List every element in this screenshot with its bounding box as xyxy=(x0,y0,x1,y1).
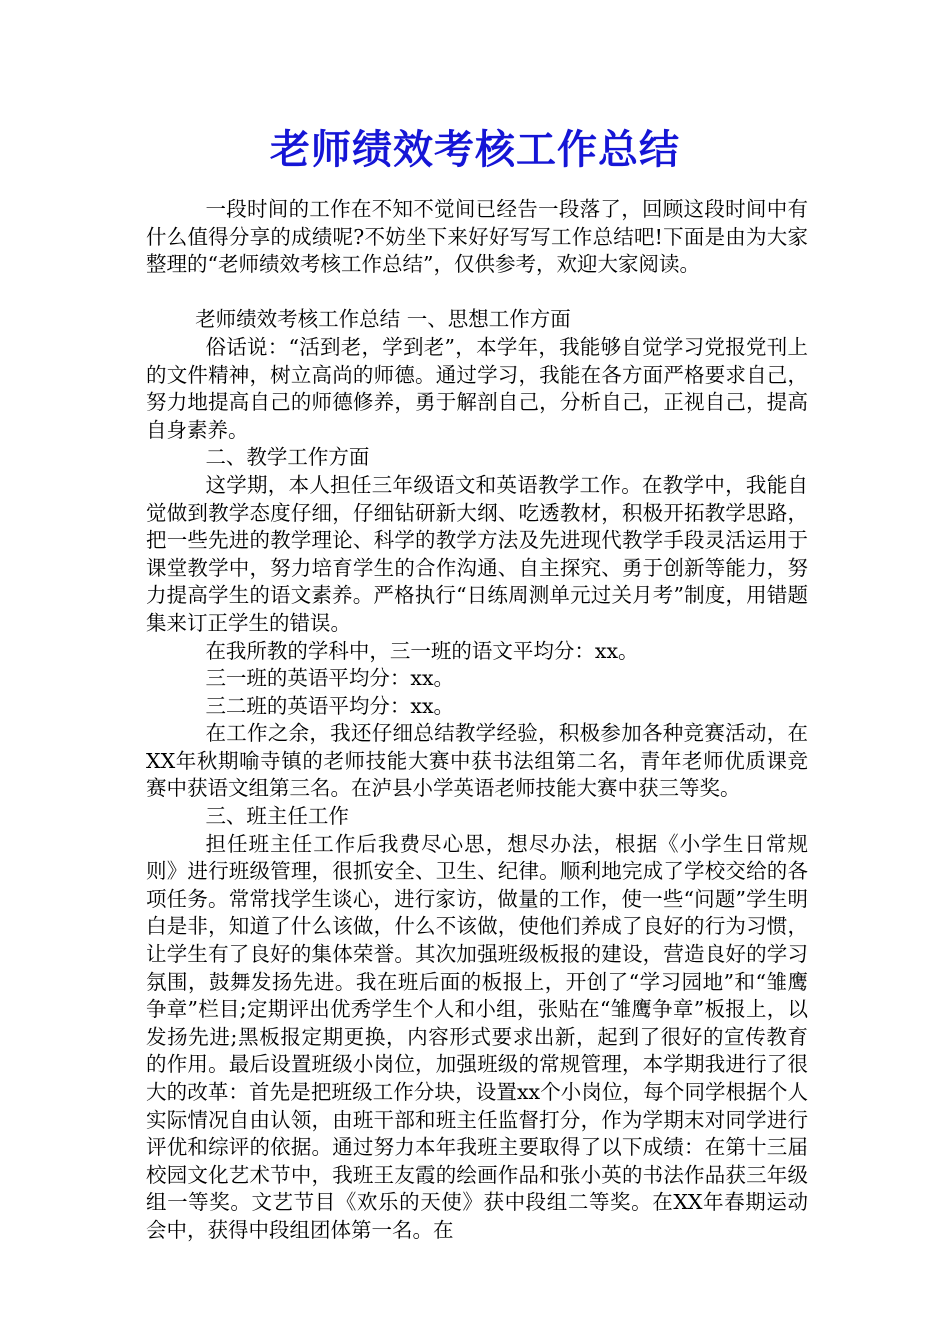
awards-paragraph: 在工作之余，我还仔细总结教学经验，积极参加各种竞赛活动，在XX年秋期喻寺镇的老师技能大赛中获书法组第二名，青年老师优质课竞赛中获语文组第三名。在泸县小学英语老师技能大赛中获三等奖。 xyxy=(146,721,808,801)
paragraph-gap xyxy=(146,279,808,307)
document-body xyxy=(146,196,808,1245)
score-line-chinese: 在我所教的学科中，三一班的语文平均分：xx。 xyxy=(205,638,639,663)
score-line-english-class1: 三一班的英语平均分：xx。 xyxy=(205,666,455,691)
thought-paragraph: 俗话说：“活到老，学到老”，本学年，我能够自觉学习党报党刊上的文件精神，树立高尚的师德。通过学习，我能在各方面严格要求自己，努力地提高自己的师德修养，勇于解剖自己，分析自己，正视自己，提高自身素养。 xyxy=(146,334,808,442)
document-title: 老师绩效考核工作总结 xyxy=(270,126,680,173)
score-line-english-class2: 三二班的英语平均分：xx。 xyxy=(205,693,455,718)
intro-paragraph: 一段时间的工作在不知不觉间已经告一段落了，回顾这段时间中有什么值得分享的成绩呢?不妨坐下来好好写写工作总结吧!下面是由为大家整理的“老师绩效考核工作总结”，仅供参考，欢迎大家阅读。 xyxy=(146,197,808,277)
section-heading-teaching: 二、教学工作方面 xyxy=(205,445,370,470)
teaching-paragraph: 这学期，本人担任三年级语文和英语教学工作。在教学中，我能自觉做到教学态度仔细，仔细钻研新大纲、吃透教材，积极开拓教学思路，把一些先进的教学理论、科学的教学方法及先进现代教学手段灵活运用于课堂教学中，努力培育学生的合作沟通、自主探究、勇于创新等能力，努力提高学生的语文素养。严格执行“日练周测单元过关月考”制度，用错题集来订正学生的错误。 xyxy=(146,472,808,635)
class-teacher-paragraph: 担任班主任工作后我费尽心思，想尽办法，根据《小学生日常规则》进行班级管理，很抓安全、卫生、纪律。顺利地完成了学校交给的各项任务。常常找学生谈心，进行家访，做量的工作，使一些“问题”学生明白是非，知道了什么该做，什么不该做，使他们养成了良好的行为习惯，让学生有了良好的集体荣誉。其次加强班级板报的建设，营造良好的学习氛围，鼓舞发扬先进。我在班后面的板报上，开创了“学习园地”和“雏鹰争章”栏目;定期评出优秀学生个人和小组，张贴在“雏鹰争章”板报上，以发扬先进;黑板报定期更换，内容形式要求出新，起到了很好的宣传教育的作用。最后设置班级小岗位，加强班级的常规管理，本学期我进行了很大的改革：首先是把班级工作分块，设置xx个小岗位，每个同学根据个人实际情况自由认领，由班干部和班主任监督打分，作为学期末对同学进行评优和综评的依据。通过努力本年我班主要取得了以下成绩：在第十三届校园文化艺术节中，我班王友霞的绘画作品和张小英的书法作品获三年级组一等奖。文艺节目《欢乐的天使》获中段组二等奖。在XX年春期运动会中，获得中段组团体第一名。在 xyxy=(146,831,808,1242)
section-heading-class-teacher: 三、班主任工作 xyxy=(205,804,349,829)
section-heading-thought: 老师绩效考核工作总结 一、思想工作方面 xyxy=(195,307,571,332)
